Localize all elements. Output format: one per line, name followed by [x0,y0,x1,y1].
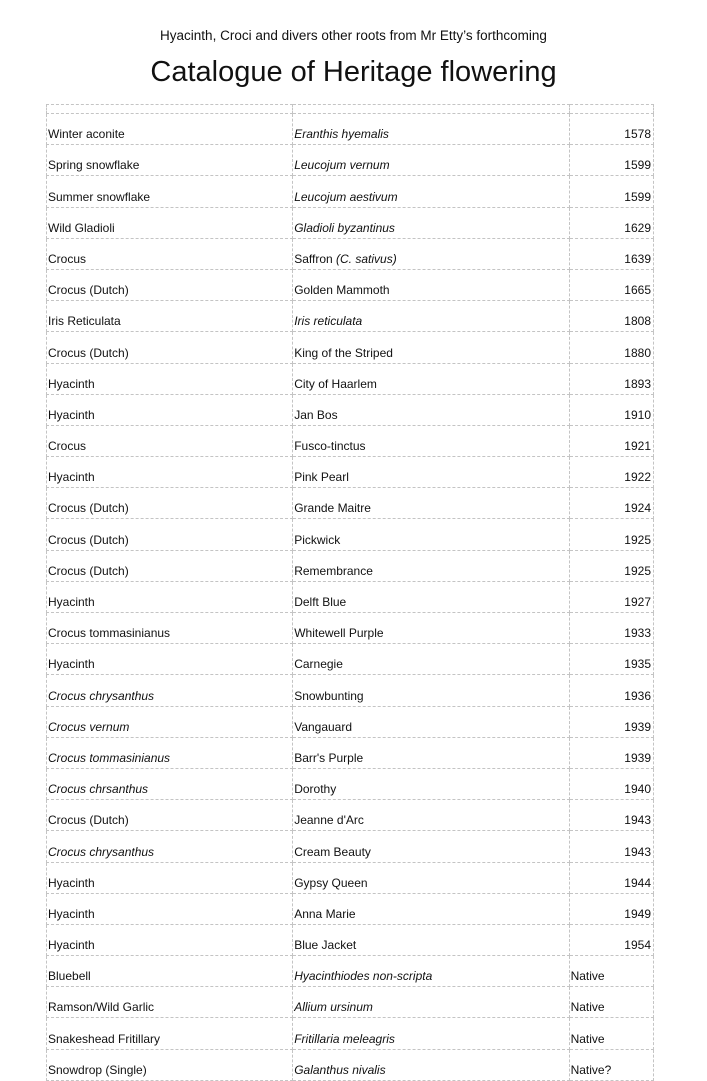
variety-name: Vangauard [294,719,353,734]
date-cell: Native [569,987,653,1018]
date-cell: 1936 [569,675,653,706]
variety-cell [293,675,569,706]
variety-name: Delft Blue [294,595,347,609]
variety-cell [293,457,569,488]
table-row [47,457,654,488]
table-row [47,706,654,737]
date-cell: 1939 [569,706,653,737]
date-cell: 1893 [569,363,653,394]
date-cell: 1880 [569,332,653,363]
date-cell: Native? [569,1049,653,1080]
variety-name: Anna Marie [294,906,356,921]
variety-cell [293,114,569,145]
variety-cell [293,862,569,893]
table-row [47,737,654,768]
variety-cell [293,924,569,955]
table-row [47,768,654,799]
variety-name: Fritillaria meleagris [294,1031,395,1046]
variety-name: Fusco-tinctus [294,439,366,454]
variety-name: Eranthis hyemalis [294,127,389,142]
variety-name: (C. sativus) [336,251,397,266]
variety-cell [293,550,569,581]
variety-cell [293,363,569,394]
variety-name: Snowbunting [294,688,364,703]
variety-cell [293,768,569,799]
table-row [47,301,654,332]
variety-name: Pickwick [294,532,341,547]
common-name-cell: Crocus vernum [47,706,293,737]
page-title: Catalogue of Heritage flowering [150,56,557,88]
variety-name: Iris reticulata [294,314,363,329]
common-name-cell: Ramson/Wild Garlic [47,987,293,1018]
table-row [47,114,654,145]
table-row [47,363,654,394]
date-cell: 1925 [569,519,653,550]
table-row [47,269,654,300]
variety-name: King of the Striped [294,345,393,360]
table-row [47,987,654,1018]
common-name-cell: Crocus [47,425,293,456]
table-row [47,893,654,924]
variety-cell [293,987,569,1018]
variety-cell [293,737,569,768]
table-row [47,613,654,644]
table-row [47,675,654,706]
common-name-cell: Summer snowflake [47,176,293,207]
variety-cell [293,956,569,987]
date-cell: 1924 [569,488,653,519]
table-row [47,207,654,238]
variety-name: Pink Pearl [294,470,349,485]
variety-name: City of Haarlem [294,376,377,391]
variety-cell [293,207,569,238]
table-row [47,394,654,425]
table-row [47,332,654,363]
variety-name: Golden Mammoth [294,283,390,298]
table-row [47,145,654,176]
table-row [47,831,654,862]
variety-name: Galanthus nivalis [294,1062,386,1077]
common-name-cell: Crocus chrysanthus [47,831,293,862]
variety-name: Dorothy [294,782,337,797]
table-row [47,1049,654,1080]
common-name-cell: Hyacinth [47,862,293,893]
variety-name: Carnegie [294,657,343,672]
table-row [47,862,654,893]
common-name-cell: Hyacinth [47,924,293,955]
date-cell: 1665 [569,269,653,300]
common-name-cell: Hyacinth [47,394,293,425]
common-name-cell: Hyacinth [47,363,293,394]
common-name-cell: Crocus (Dutch) [47,332,293,363]
date-cell: 1578 [569,114,653,145]
table-top-spacer [47,105,654,114]
common-name-cell: Snowdrop (Single) [47,1049,293,1080]
date-cell: 1943 [569,800,653,831]
variety-name: Leucojum vernum [294,158,390,173]
variety-prefix: Saffron [294,251,337,266]
catalogue-body [47,105,654,1081]
common-name-cell: Crocus chrsanthus [47,768,293,799]
common-name-cell: Hyacinth [47,893,293,924]
variety-cell [293,644,569,675]
variety-name: Cream Beauty [294,844,371,859]
variety-name: Hyacinthiodes non-scripta [294,969,433,984]
variety-cell [293,425,569,456]
table-row [47,176,654,207]
common-name-cell: Crocus chrysanthus [47,675,293,706]
date-cell: 1639 [569,238,653,269]
variety-cell [293,613,569,644]
date-cell: 1944 [569,862,653,893]
common-name-cell: Crocus tommasinianus [47,613,293,644]
date-cell: 1599 [569,145,653,176]
table-row [47,956,654,987]
date-cell: 1954 [569,924,653,955]
date-cell: 1949 [569,893,653,924]
table-row [47,644,654,675]
date-cell: 1599 [569,176,653,207]
variety-cell [293,893,569,924]
variety-cell [293,332,569,363]
date-cell: 1927 [569,581,653,612]
catalogue-subtitle: Hyacinth, Croci and divers other roots from Mr Etty’s forthcoming [160,28,547,43]
date-cell: 1943 [569,831,653,862]
variety-cell [293,488,569,519]
table-row [47,800,654,831]
variety-cell [293,581,569,612]
variety-cell [293,301,569,332]
common-name-cell: Iris Reticulata [47,301,293,332]
variety-cell [293,1018,569,1049]
date-cell: 1940 [569,768,653,799]
table-row [47,1018,654,1049]
date-cell: Native [569,956,653,987]
common-name-cell: Winter aconite [47,114,293,145]
variety-name: Barr's Purple [294,750,364,765]
table-row [47,581,654,612]
variety-cell [293,269,569,300]
table-row [47,550,654,581]
date-cell: 1935 [569,644,653,675]
date-cell: 1922 [569,457,653,488]
variety-cell [293,145,569,176]
variety-name: Leucojum aestivum [294,189,398,204]
variety-name: Blue Jacket [294,938,357,953]
common-name-cell: Crocus (Dutch) [47,550,293,581]
variety-name: Grande Maitre [294,501,371,516]
variety-name: Gypsy Queen [294,875,368,890]
variety-name: Jeanne d'Arc [294,813,364,828]
common-name-cell: Bluebell [47,956,293,987]
variety-cell [293,394,569,425]
common-name-cell: Crocus (Dutch) [47,269,293,300]
variety-name: Whitewell Purple [294,626,384,641]
variety-cell [293,519,569,550]
variety-name: Remembrance [294,563,373,578]
variety-name: Gladioli byzantinus [294,220,395,235]
common-name-cell: Hyacinth [47,581,293,612]
table-row [47,425,654,456]
date-cell: Native [569,1018,653,1049]
common-name-cell: Crocus tommasinianus [47,737,293,768]
date-cell: 1933 [569,613,653,644]
variety-cell [293,238,569,269]
variety-cell [293,1049,569,1080]
table-row [47,924,654,955]
common-name-cell: Hyacinth [47,457,293,488]
common-name-cell: Crocus (Dutch) [47,519,293,550]
common-name-cell: Crocus (Dutch) [47,800,293,831]
common-name-cell: Snakeshead Fritillary [47,1018,293,1049]
table-row [47,238,654,269]
table-row [47,488,654,519]
date-cell: 1921 [569,425,653,456]
common-name-cell: Spring snowflake [47,145,293,176]
common-name-cell: Crocus (Dutch) [47,488,293,519]
common-name-cell: Wild Gladioli [47,207,293,238]
variety-cell [293,800,569,831]
date-cell: 1629 [569,207,653,238]
common-name-cell: Hyacinth [47,644,293,675]
date-cell: 1939 [569,737,653,768]
variety-name: Allium ursinum [294,1000,373,1015]
common-name-cell: Crocus [47,238,293,269]
table-row [47,519,654,550]
variety-cell [293,831,569,862]
date-cell: 1808 [569,301,653,332]
date-cell: 1910 [569,394,653,425]
date-cell: 1925 [569,550,653,581]
variety-cell [293,176,569,207]
variety-name: Jan Bos [294,407,338,422]
variety-cell [293,706,569,737]
catalogue-table [46,104,654,1081]
